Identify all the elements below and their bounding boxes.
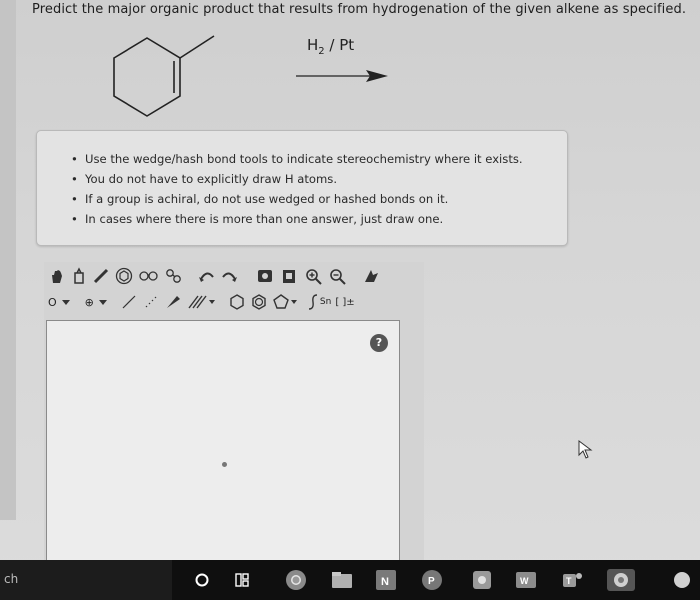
hand-icon[interactable] (48, 266, 66, 286)
task-view-icon[interactable] (230, 568, 254, 592)
question-text: Predict the major organic product that results from hydrogenation of the given alkene as specified. (32, 2, 687, 17)
instruction-item: • If a group is achiral, do not use wedged or hashed bonds on it. (85, 189, 567, 209)
multi-bond-dropdown[interactable] (186, 292, 216, 312)
wedge-bond-icon[interactable] (164, 292, 182, 312)
svg-text:P: P (428, 576, 435, 587)
taskbar-search[interactable] (0, 560, 172, 600)
atom-label: O (48, 295, 57, 309)
zoom-out-icon[interactable] (328, 266, 348, 286)
import-icon[interactable] (280, 266, 300, 286)
onenote-icon[interactable] (374, 568, 398, 592)
copy-icon[interactable] (138, 266, 160, 286)
teams-icon[interactable] (560, 568, 584, 592)
search-text: ch (4, 572, 19, 586)
app-icon[interactable] (470, 568, 494, 592)
help-icon[interactable]: ? (370, 334, 388, 352)
charge-label: ⊕ (84, 295, 94, 309)
pencil-icon[interactable] (92, 266, 110, 286)
chrome-icon[interactable] (284, 568, 308, 592)
pentagon-template-dropdown[interactable] (272, 292, 298, 312)
sgroup-label: Sn (319, 297, 332, 307)
reagent-label (307, 36, 354, 57)
drawing-canvas[interactable] (46, 320, 400, 562)
redo-icon[interactable] (220, 266, 238, 286)
svg-text:N: N (381, 576, 389, 588)
alkene-structure (100, 28, 230, 118)
taskbar (0, 560, 700, 600)
charge-dropdown[interactable] (85, 292, 108, 312)
instructions-box (36, 130, 568, 246)
paste-icon[interactable] (164, 266, 184, 286)
undo-icon[interactable] (198, 266, 216, 286)
hexagon-template-icon[interactable] (228, 292, 246, 312)
reagent-main: H (307, 36, 319, 54)
ring-template-icon[interactable] (114, 266, 134, 286)
atom-dropdown[interactable] (48, 292, 71, 312)
window-edge (0, 0, 16, 520)
status-icon[interactable] (670, 568, 694, 592)
word-icon[interactable] (514, 568, 538, 592)
reagent-sub: 2 (318, 46, 325, 57)
benzene-template-icon[interactable] (250, 292, 268, 312)
zoom-fit-icon[interactable] (256, 266, 276, 286)
file-explorer-icon[interactable] (330, 568, 354, 592)
single-bond-icon[interactable] (120, 292, 138, 312)
instruction-item: • In cases where there is more than one answer, just draw one. (85, 209, 567, 229)
bracket-tool[interactable] (335, 292, 354, 312)
sgroup-tool[interactable] (308, 292, 331, 312)
svg-text:T: T (566, 576, 572, 586)
zoom-in-icon[interactable] (304, 266, 324, 286)
erase-icon[interactable] (70, 266, 88, 286)
bracket-label: [ ]± (335, 296, 355, 308)
toolbar-main (48, 264, 386, 288)
reagent-rest: / Pt (324, 36, 355, 54)
cortana-icon[interactable] (190, 568, 214, 592)
mouse-pointer-icon (578, 440, 594, 460)
svg-text:W: W (520, 576, 529, 586)
instruction-item: • Use the wedge/hash bond tools to indicate stereochemistry where it exists. (85, 149, 567, 169)
chrome-profile-icon[interactable] (606, 568, 636, 592)
reaction-arrow (296, 68, 388, 84)
canvas-point (222, 462, 227, 467)
powerpoint-icon[interactable] (420, 568, 444, 592)
toolbar-draw (48, 290, 359, 314)
hash-bond-icon[interactable] (142, 292, 160, 312)
instruction-item: • You do not have to explicitly draw H atoms. (85, 169, 567, 189)
structure-editor (44, 262, 424, 560)
clean-icon[interactable] (362, 266, 382, 286)
instructions-list (37, 131, 567, 229)
